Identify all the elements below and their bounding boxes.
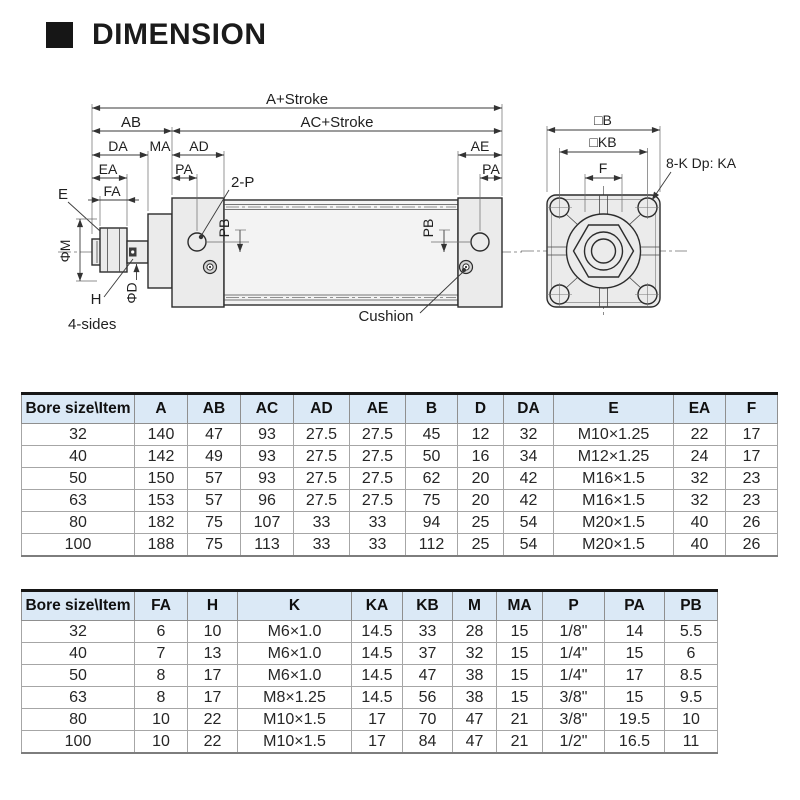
column-header: MA xyxy=(497,591,543,621)
column-header: FA xyxy=(135,591,188,621)
table-row xyxy=(22,621,718,643)
dimension-cell: M10×1.5 xyxy=(238,709,352,731)
header-square-icon xyxy=(46,22,73,48)
dimension-cell: 42 xyxy=(504,490,554,512)
dim-label-2p: 2-P xyxy=(231,174,255,191)
dimension-cell: 14.5 xyxy=(352,643,403,665)
dimension-cell: 84 xyxy=(403,731,453,754)
dimension-cell: 14.5 xyxy=(352,665,403,687)
dimension-cell: 8 xyxy=(135,687,188,709)
cushion-screw-right xyxy=(460,261,473,274)
dimension-cell: 26 xyxy=(726,534,778,557)
dimension-cell: 16 xyxy=(458,446,504,468)
dimension-cell: 19.5 xyxy=(605,709,665,731)
dimension-cell: 15 xyxy=(497,687,543,709)
dimension-cell: 15 xyxy=(497,665,543,687)
dimension-cell: 47 xyxy=(188,424,241,446)
dimension-cell: 17 xyxy=(188,665,238,687)
dimension-cell: 13 xyxy=(188,643,238,665)
bore-size-cell: 40 xyxy=(22,643,135,665)
dimension-cell: 33 xyxy=(403,621,453,643)
dimension-cell: 37 xyxy=(403,643,453,665)
dim-label-b: □B xyxy=(594,112,612,128)
dimension-cell: 27.5 xyxy=(294,424,350,446)
dimension-cell: M8×1.25 xyxy=(238,687,352,709)
dimension-table-1 xyxy=(21,392,778,557)
table-row xyxy=(22,512,778,534)
dimension-cell: 15 xyxy=(605,687,665,709)
dim-label-cushion: Cushion xyxy=(358,308,414,325)
dimension-cell: 27.5 xyxy=(294,446,350,468)
table-row xyxy=(22,731,718,754)
dimension-cell: 10 xyxy=(135,709,188,731)
dimension-cell: 32 xyxy=(504,424,554,446)
dimension-cell: 15 xyxy=(497,643,543,665)
dimension-cell: 15 xyxy=(497,621,543,643)
rod-wrench-flats xyxy=(127,241,148,263)
dimension-cell: 15 xyxy=(605,643,665,665)
dimension-cell: 75 xyxy=(188,512,241,534)
dimension-cell: 50 xyxy=(406,446,458,468)
dimension-cell: 75 xyxy=(406,490,458,512)
dim-label-ac-stroke: AC+Stroke xyxy=(300,114,374,131)
dimension-cell: 75 xyxy=(188,534,241,557)
table-row xyxy=(22,534,778,557)
dimension-cell: 140 xyxy=(135,424,188,446)
table-row xyxy=(22,709,718,731)
dimension-cell: 142 xyxy=(135,446,188,468)
dimension-cell: 33 xyxy=(294,534,350,557)
dimension-cell: 10 xyxy=(135,731,188,754)
column-header: AB xyxy=(188,394,241,424)
rod-collar xyxy=(148,214,172,288)
dim-label-da: DA xyxy=(108,138,128,154)
dim-label-fa: FA xyxy=(103,183,121,199)
column-header: K xyxy=(238,591,352,621)
column-header: A xyxy=(135,394,188,424)
dimension-cell: 6 xyxy=(135,621,188,643)
dimension-cell: 32 xyxy=(674,468,726,490)
dimension-cell: 25 xyxy=(458,512,504,534)
dim-label-ad: AD xyxy=(189,138,209,154)
dimension-cell: 33 xyxy=(294,512,350,534)
dimension-cell: 96 xyxy=(241,490,294,512)
dimension-cell: 182 xyxy=(135,512,188,534)
dimension-cell: 24 xyxy=(674,446,726,468)
column-header: KA xyxy=(352,591,403,621)
dimension-cell: 23 xyxy=(726,490,778,512)
dimension-cell: M16×1.5 xyxy=(554,490,674,512)
column-header: D xyxy=(458,394,504,424)
dimension-cell: 3/8" xyxy=(543,709,605,731)
dimension-cell: 113 xyxy=(241,534,294,557)
dimension-cell: 8 xyxy=(135,665,188,687)
dimension-cell: 93 xyxy=(241,468,294,490)
column-header: AE xyxy=(350,394,406,424)
dimension-cell: 27.5 xyxy=(350,446,406,468)
dimension-cell: 27.5 xyxy=(294,490,350,512)
corner-header: Bore size\Item xyxy=(22,591,135,621)
dimension-cell: 34 xyxy=(504,446,554,468)
dimension-cell: 1/4" xyxy=(543,643,605,665)
dimension-cell: 70 xyxy=(403,709,453,731)
dimension-cell: 17 xyxy=(605,665,665,687)
bore-size-cell: 80 xyxy=(22,512,135,534)
cylinder-tube xyxy=(224,200,458,305)
dimension-cell: 17 xyxy=(188,687,238,709)
dimension-cell: 21 xyxy=(497,731,543,754)
dimension-cell: M10×1.5 xyxy=(238,731,352,754)
dimension-cell: 10 xyxy=(665,709,718,731)
dimension-cell: 93 xyxy=(241,424,294,446)
table-row xyxy=(22,446,778,468)
dimension-table-2 xyxy=(21,589,718,754)
dimension-cell: 5.5 xyxy=(665,621,718,643)
dim-label-ea: EA xyxy=(98,161,118,177)
table-row xyxy=(22,468,778,490)
table-row xyxy=(22,687,718,709)
dimension-cell: 1/8" xyxy=(543,621,605,643)
dim-label-pa-left: PA xyxy=(175,161,193,177)
dimension-cell: 54 xyxy=(504,534,554,557)
bore-size-cell: 63 xyxy=(22,687,135,709)
dim-label-a-stroke: A+Stroke xyxy=(265,91,329,108)
table-row xyxy=(22,643,718,665)
technical-drawing xyxy=(0,80,800,352)
cushion-screw-left xyxy=(204,261,217,274)
bore-size-cell: 50 xyxy=(22,665,135,687)
table-row xyxy=(22,424,778,446)
dimension-cell: 22 xyxy=(674,424,726,446)
dimension-cell: 150 xyxy=(135,468,188,490)
port-hole-left xyxy=(188,233,206,251)
dimension-cell: 28 xyxy=(453,621,497,643)
dim-label-pa-right: PA xyxy=(482,161,500,177)
dimension-cell: 153 xyxy=(135,490,188,512)
dimension-cell: 45 xyxy=(406,424,458,446)
dim-label-ab: AB xyxy=(120,114,142,131)
dimension-cell: 62 xyxy=(406,468,458,490)
dimension-cell: 17 xyxy=(726,424,778,446)
table-row xyxy=(22,665,718,687)
dimension-cell: 27.5 xyxy=(350,490,406,512)
column-header: B xyxy=(406,394,458,424)
dimension-cell: 47 xyxy=(403,665,453,687)
dimension-cell: 14 xyxy=(605,621,665,643)
dim-label-8k-note: 8-K Dp: KA xyxy=(666,155,737,171)
dimension-cell: 22 xyxy=(188,731,238,754)
dim-label-kb: □KB xyxy=(589,134,617,150)
dimension-cell: 107 xyxy=(241,512,294,534)
dimension-cell: 3/8" xyxy=(543,687,605,709)
dim-label-e: E xyxy=(57,186,69,203)
dim-label-h: H xyxy=(90,291,102,308)
table-header-row xyxy=(22,591,718,621)
dimension-cell: 16.5 xyxy=(605,731,665,754)
dimension-cell: 11 xyxy=(665,731,718,754)
column-header: EA xyxy=(674,394,726,424)
table-header-row xyxy=(22,394,778,424)
dimension-cell: 12 xyxy=(458,424,504,446)
dimension-cell: 32 xyxy=(453,643,497,665)
dim-label-4-sides: 4-sides xyxy=(68,316,117,333)
dimension-cell: 27.5 xyxy=(350,468,406,490)
column-header: DA xyxy=(504,394,554,424)
head-cover xyxy=(172,198,224,307)
dim-label-ma: MA xyxy=(149,138,171,154)
dimension-cell: 33 xyxy=(350,512,406,534)
bore-size-cell: 100 xyxy=(22,731,135,754)
dimension-cell: 10 xyxy=(188,621,238,643)
rod-end-boss xyxy=(567,214,641,288)
dimension-cell: M6×1.0 xyxy=(238,643,352,665)
column-header: AC xyxy=(241,394,294,424)
dimension-cell: 7 xyxy=(135,643,188,665)
bore-size-cell: 50 xyxy=(22,468,135,490)
rod-nut xyxy=(100,228,127,272)
dimension-cell: 42 xyxy=(504,468,554,490)
column-header: M xyxy=(453,591,497,621)
dimension-cell: 14.5 xyxy=(352,621,403,643)
dimension-cell: 8.5 xyxy=(665,665,718,687)
column-header: P xyxy=(543,591,605,621)
dim-label-phi-m: ΦM xyxy=(57,239,73,263)
dimension-cell: 26 xyxy=(726,512,778,534)
dimension-cell: 47 xyxy=(453,709,497,731)
dimension-cell: 49 xyxy=(188,446,241,468)
column-header: KB xyxy=(403,591,453,621)
dimension-cell: 57 xyxy=(188,490,241,512)
dimension-cell: 1/2" xyxy=(543,731,605,754)
dimension-cell: M6×1.0 xyxy=(238,621,352,643)
dimension-cell: M20×1.5 xyxy=(554,534,674,557)
dimension-cell: 27.5 xyxy=(294,468,350,490)
dimension-cell: 40 xyxy=(674,512,726,534)
bore-size-cell: 63 xyxy=(22,490,135,512)
bore-size-cell: 100 xyxy=(22,534,135,557)
dimension-cell: 22 xyxy=(188,709,238,731)
bore-size-cell: 32 xyxy=(22,621,135,643)
dimension-cell: 17 xyxy=(726,446,778,468)
column-header: PA xyxy=(605,591,665,621)
dimension-cell: M6×1.0 xyxy=(238,665,352,687)
dimension-cell: 6 xyxy=(665,643,718,665)
bore-size-cell: 80 xyxy=(22,709,135,731)
dimension-cell: 23 xyxy=(726,468,778,490)
bore-size-cell: 32 xyxy=(22,424,135,446)
dimension-cell: 32 xyxy=(674,490,726,512)
dim-label-ae: AE xyxy=(470,138,490,154)
dimension-cell: M12×1.25 xyxy=(554,446,674,468)
dim-label-phi-d: ΦD xyxy=(123,282,140,304)
dimension-cell: M20×1.5 xyxy=(554,512,674,534)
table-row xyxy=(22,490,778,512)
corner-header: Bore size\Item xyxy=(22,394,135,424)
dimension-cell: 56 xyxy=(403,687,453,709)
dimension-cell: 20 xyxy=(458,490,504,512)
column-header: PB xyxy=(665,591,718,621)
dim-label-pb-left: PB xyxy=(216,218,232,238)
column-header: F xyxy=(726,394,778,424)
column-header: E xyxy=(554,394,674,424)
page-title: DIMENSION xyxy=(92,18,267,51)
dimension-cell: 20 xyxy=(458,468,504,490)
dimension-cell: 17 xyxy=(352,731,403,754)
dimension-cell: 9.5 xyxy=(665,687,718,709)
dim-label-f: F xyxy=(598,160,608,176)
dim-label-pb-right: PB xyxy=(420,218,436,238)
end-view xyxy=(521,186,687,316)
dimension-cell: 57 xyxy=(188,468,241,490)
dimension-cell: 33 xyxy=(350,534,406,557)
bore-size-cell: 40 xyxy=(22,446,135,468)
column-header: H xyxy=(188,591,238,621)
column-header: AD xyxy=(294,394,350,424)
dimension-cell: 188 xyxy=(135,534,188,557)
dimension-cell: 14.5 xyxy=(352,687,403,709)
port-hole-right xyxy=(471,233,489,251)
section-header xyxy=(46,18,267,52)
dimension-cell: 47 xyxy=(453,731,497,754)
dimension-cell: 38 xyxy=(453,665,497,687)
dimension-cell: 1/4" xyxy=(543,665,605,687)
dimension-cell: 54 xyxy=(504,512,554,534)
dimension-cell: M16×1.5 xyxy=(554,468,674,490)
dimension-cell: 40 xyxy=(674,534,726,557)
dimension-cell: 25 xyxy=(458,534,504,557)
dimension-cell: 112 xyxy=(406,534,458,557)
dimension-cell: 21 xyxy=(497,709,543,731)
dimension-cell: 38 xyxy=(453,687,497,709)
dimension-cell: 17 xyxy=(352,709,403,731)
dimension-cell: 27.5 xyxy=(350,424,406,446)
dimension-cell: M10×1.25 xyxy=(554,424,674,446)
dimension-cell: 93 xyxy=(241,446,294,468)
dimension-cell: 94 xyxy=(406,512,458,534)
